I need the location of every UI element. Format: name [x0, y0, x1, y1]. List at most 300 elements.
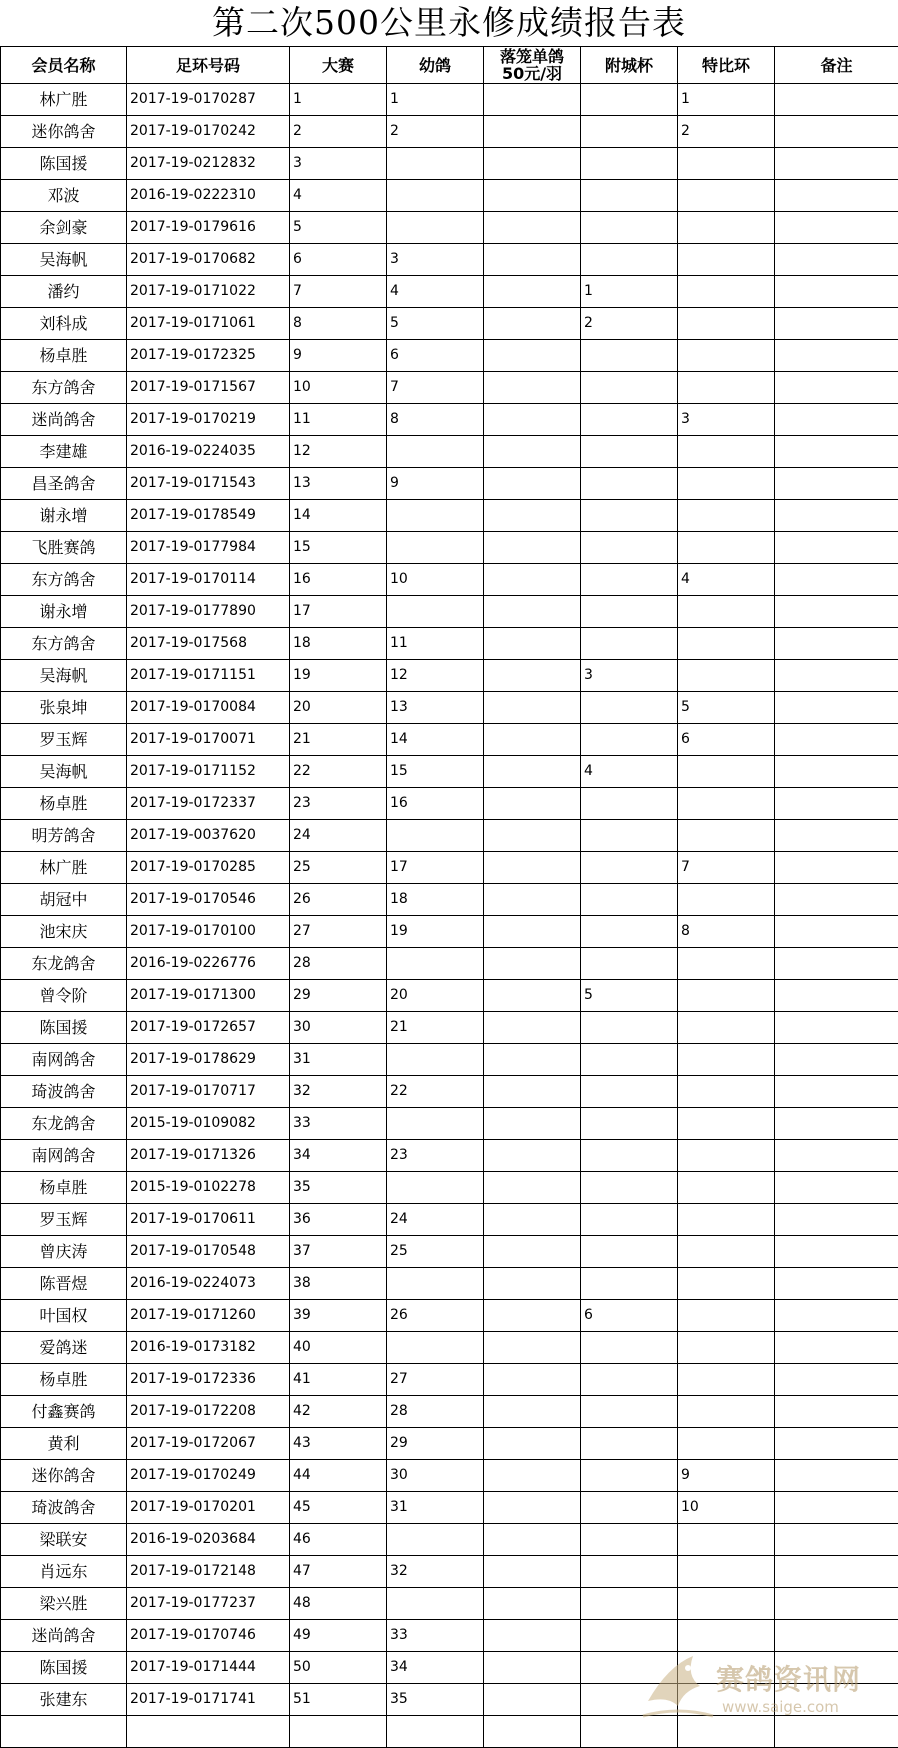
- fucheng-cup-rank-cell: [581, 1524, 678, 1556]
- fucheng-cup-rank-cell: [581, 1044, 678, 1076]
- fucheng-cup-rank-cell: [581, 1076, 678, 1108]
- single-bird-rank-cell: [484, 756, 581, 788]
- member-name-cell: 曾令阶: [1, 980, 127, 1012]
- main-race-rank-cell: 40: [290, 1332, 387, 1364]
- ring-number-cell: 2017-19-0171741: [127, 1684, 290, 1716]
- remarks-cell: [775, 1204, 898, 1236]
- special-ring-rank-cell: 3: [678, 404, 775, 436]
- main-race-rank-cell: 24: [290, 820, 387, 852]
- table-row: [1, 1524, 898, 1556]
- ring-number-cell: 2017-19-0212832: [127, 148, 290, 180]
- special-ring-rank-cell: [678, 884, 775, 916]
- remarks-cell: [775, 340, 898, 372]
- single-bird-rank-cell: [484, 1428, 581, 1460]
- table-row: [1, 1140, 898, 1172]
- special-ring-rank-cell: [678, 948, 775, 980]
- single-bird-rank-cell: [484, 660, 581, 692]
- main-race-rank-cell: 38: [290, 1268, 387, 1300]
- remarks-cell: [775, 852, 898, 884]
- watermark-url: www.saige.com: [722, 1698, 839, 1716]
- single-bird-rank-cell: [484, 788, 581, 820]
- table-row: [1, 1652, 898, 1684]
- fucheng-cup-rank-cell: 6: [581, 1300, 678, 1332]
- ring-number-cell: 2017-19-0172337: [127, 788, 290, 820]
- remarks-cell: [775, 1300, 898, 1332]
- table-row: [1, 244, 898, 276]
- main-race-rank-cell: 25: [290, 852, 387, 884]
- special-ring-rank-cell: 6: [678, 724, 775, 756]
- special-ring-rank-cell: 2: [678, 116, 775, 148]
- young-bird-rank-cell: [387, 1172, 484, 1204]
- fucheng-cup-header: 附城杯: [581, 47, 678, 84]
- watermark-text: 赛鸽资讯网: [716, 1658, 861, 1698]
- single-bird-rank-cell: [484, 532, 581, 564]
- special-ring-rank-cell: [678, 1716, 775, 1748]
- member-name-cell: 梁兴胜: [1, 1588, 127, 1620]
- single-bird-rank-cell: [484, 1716, 581, 1748]
- single-bird-rank-cell: [484, 980, 581, 1012]
- member-name-cell: 陈国援: [1, 148, 127, 180]
- fucheng-cup-rank-cell: [581, 852, 678, 884]
- table-row: [1, 1012, 898, 1044]
- ring-number-cell: 2017-19-0170717: [127, 1076, 290, 1108]
- table-row: [1, 692, 898, 724]
- ring-number-cell: 2017-19-0171152: [127, 756, 290, 788]
- main-race-rank-cell: 1: [290, 84, 387, 116]
- young-bird-rank-cell: 13: [387, 692, 484, 724]
- special-ring-rank-cell: [678, 1140, 775, 1172]
- fucheng-cup-rank-cell: [581, 820, 678, 852]
- young-bird-rank-cell: 1: [387, 84, 484, 116]
- fucheng-cup-rank-cell: [581, 564, 678, 596]
- single-bird-rank-cell: [484, 180, 581, 212]
- ring-number-cell: 2015-19-0109082: [127, 1108, 290, 1140]
- young-bird-rank-cell: 34: [387, 1652, 484, 1684]
- member-name-cell: 东龙鸽舍: [1, 1108, 127, 1140]
- young-bird-rank-cell: [387, 1588, 484, 1620]
- main-race-rank-cell: 9: [290, 340, 387, 372]
- member-name-cell: 谢永增: [1, 500, 127, 532]
- main-race-rank-cell: 39: [290, 1300, 387, 1332]
- remarks-cell: [775, 1460, 898, 1492]
- table-row: [1, 148, 898, 180]
- member-name-cell: 叶国权: [1, 1300, 127, 1332]
- member-name-cell: 吴海帆: [1, 244, 127, 276]
- young-bird-rank-cell: 7: [387, 372, 484, 404]
- fucheng-cup-rank-cell: [581, 1428, 678, 1460]
- remarks-cell: [775, 1428, 898, 1460]
- single-bird-rank-cell: [484, 1524, 581, 1556]
- single-bird-rank-cell: [484, 500, 581, 532]
- young-bird-rank-cell: 22: [387, 1076, 484, 1108]
- special-ring-rank-cell: [678, 788, 775, 820]
- table-row: [1, 916, 898, 948]
- special-ring-rank-cell: [678, 1012, 775, 1044]
- young-bird-rank-cell: 12: [387, 660, 484, 692]
- table-row: [1, 180, 898, 212]
- young-bird-rank-cell: 4: [387, 276, 484, 308]
- main-race-rank-cell: 42: [290, 1396, 387, 1428]
- single-bird-rank-cell: [484, 436, 581, 468]
- young-bird-rank-cell: 16: [387, 788, 484, 820]
- fucheng-cup-rank-cell: [581, 692, 678, 724]
- table-row: [1, 852, 898, 884]
- remarks-cell: [775, 1140, 898, 1172]
- young-bird-rank-cell: [387, 436, 484, 468]
- main-race-rank-cell: 35: [290, 1172, 387, 1204]
- special-ring-rank-cell: [678, 980, 775, 1012]
- young-bird-rank-cell: 11: [387, 628, 484, 660]
- single-bird-rank-cell: [484, 116, 581, 148]
- remarks-cell: [775, 1524, 898, 1556]
- remarks-cell: [775, 1364, 898, 1396]
- table-row: [1, 596, 898, 628]
- fucheng-cup-rank-cell: [581, 724, 678, 756]
- single-bird-rank-cell: [484, 1492, 581, 1524]
- table-row: [1, 116, 898, 148]
- ring-number-cell: 2017-19-0178549: [127, 500, 290, 532]
- main-race-rank-cell: 31: [290, 1044, 387, 1076]
- main-race-rank-cell: 44: [290, 1460, 387, 1492]
- special-ring-rank-cell: 1: [678, 84, 775, 116]
- ring-number-cell: 2017-19-0170548: [127, 1236, 290, 1268]
- young-bird-rank-cell: 23: [387, 1140, 484, 1172]
- fucheng-cup-rank-cell: [581, 948, 678, 980]
- single-bird-rank-cell: [484, 244, 581, 276]
- member-name-cell: 池宋庆: [1, 916, 127, 948]
- ring-number-cell: [127, 1716, 290, 1748]
- member-name-cell: 邓波: [1, 180, 127, 212]
- remarks-cell: [775, 692, 898, 724]
- member-name-cell: 东方鸽舍: [1, 564, 127, 596]
- fucheng-cup-rank-cell: 4: [581, 756, 678, 788]
- special-ring-rank-cell: [678, 244, 775, 276]
- remarks-cell: [775, 1108, 898, 1140]
- main-race-rank-cell: 11: [290, 404, 387, 436]
- table-row: [1, 980, 898, 1012]
- table-row: [1, 788, 898, 820]
- single-bird-rank-cell: [484, 84, 581, 116]
- member-name-cell: 谢永增: [1, 596, 127, 628]
- single-bird-rank-cell: [484, 1460, 581, 1492]
- header-row: [1, 47, 898, 84]
- single-bird-rank-cell: [484, 916, 581, 948]
- young-bird-rank-cell: 27: [387, 1364, 484, 1396]
- table-row: [1, 1684, 898, 1716]
- single-bird-rank-cell: [484, 308, 581, 340]
- single-bird-rank-cell: [484, 1012, 581, 1044]
- table-row: [1, 84, 898, 116]
- ring-number-cell: 2017-19-0170242: [127, 116, 290, 148]
- member-name-cell: 黄利: [1, 1428, 127, 1460]
- ring-number-cell: 2017-19-0171151: [127, 660, 290, 692]
- single-bird-rank-cell: [484, 724, 581, 756]
- single-bird-rank-cell: [484, 212, 581, 244]
- ring-number-cell: 2017-19-0171326: [127, 1140, 290, 1172]
- table-row: [1, 1588, 898, 1620]
- member-name-cell: 迷你鸽舍: [1, 1460, 127, 1492]
- member-name-cell: 曾庆涛: [1, 1236, 127, 1268]
- member-name-cell: 吴海帆: [1, 660, 127, 692]
- ring-number-cell: 2017-19-0170114: [127, 564, 290, 596]
- main-race-rank-cell: 36: [290, 1204, 387, 1236]
- young-bird-rank-cell: 8: [387, 404, 484, 436]
- special-ring-rank-cell: [678, 276, 775, 308]
- fucheng-cup-rank-cell: [581, 1268, 678, 1300]
- main-race-rank-cell: 10: [290, 372, 387, 404]
- fucheng-cup-rank-cell: [581, 244, 678, 276]
- special-ring-rank-cell: [678, 148, 775, 180]
- table-row: [1, 1044, 898, 1076]
- remarks-cell: [775, 1012, 898, 1044]
- remarks-cell: [775, 1332, 898, 1364]
- special-ring-rank-cell: [678, 1108, 775, 1140]
- table-row: [1, 564, 898, 596]
- fucheng-cup-rank-cell: [581, 1396, 678, 1428]
- special-ring-rank-cell: [678, 1396, 775, 1428]
- remarks-cell: [775, 1652, 898, 1684]
- remarks-cell: [775, 628, 898, 660]
- table-row: [1, 436, 898, 468]
- ring-number-cell: 2017-19-0170611: [127, 1204, 290, 1236]
- table-row: [1, 1076, 898, 1108]
- ring-number-header: 足环号码: [127, 47, 290, 84]
- special-ring-rank-cell: [678, 308, 775, 340]
- ring-number-cell: 2017-19-0172208: [127, 1396, 290, 1428]
- young-bird-rank-cell: 15: [387, 756, 484, 788]
- member-name-cell: 杨卓胜: [1, 1364, 127, 1396]
- main-race-rank-cell: [290, 1716, 387, 1748]
- table-row: [1, 1620, 898, 1652]
- single-bird-rank-cell: [484, 404, 581, 436]
- ring-number-cell: 2017-19-0171022: [127, 276, 290, 308]
- main-race-rank-cell: 48: [290, 1588, 387, 1620]
- member-name-cell: 迷尚鸽舍: [1, 1620, 127, 1652]
- main-race-rank-cell: 45: [290, 1492, 387, 1524]
- single-bird-rank-cell: [484, 1396, 581, 1428]
- ring-number-cell: 2017-19-0171543: [127, 468, 290, 500]
- fucheng-cup-rank-cell: [581, 148, 678, 180]
- main-race-rank-cell: 26: [290, 884, 387, 916]
- remarks-cell: [775, 1172, 898, 1204]
- ring-number-cell: 2017-19-0179616: [127, 212, 290, 244]
- fucheng-cup-rank-cell: [581, 500, 678, 532]
- special-ring-rank-cell: [678, 1204, 775, 1236]
- table-row: [1, 1172, 898, 1204]
- member-name-cell: 梁联安: [1, 1524, 127, 1556]
- member-name-cell: 迷尚鸽舍: [1, 404, 127, 436]
- remarks-cell: [775, 308, 898, 340]
- remarks-cell: [775, 436, 898, 468]
- remarks-cell: [775, 84, 898, 116]
- member-name-cell: 昌圣鸽舍: [1, 468, 127, 500]
- special-ring-rank-cell: [678, 596, 775, 628]
- table-row: [1, 1332, 898, 1364]
- young-bird-rank-cell: 35: [387, 1684, 484, 1716]
- table-row: [1, 308, 898, 340]
- young-bird-rank-cell: 19: [387, 916, 484, 948]
- table-row: [1, 1236, 898, 1268]
- remarks-cell: [775, 1236, 898, 1268]
- table-row: [1, 1300, 898, 1332]
- special-ring-rank-cell: [678, 756, 775, 788]
- ring-number-cell: 2017-19-0171567: [127, 372, 290, 404]
- main-race-rank-cell: 23: [290, 788, 387, 820]
- table-row: [1, 884, 898, 916]
- ring-number-cell: 2017-19-0037620: [127, 820, 290, 852]
- member-name-cell: 吴海帆: [1, 756, 127, 788]
- special-ring-rank-cell: [678, 340, 775, 372]
- single-bird-rank-cell: [484, 148, 581, 180]
- fucheng-cup-rank-cell: [581, 1204, 678, 1236]
- fucheng-cup-rank-cell: [581, 468, 678, 500]
- main-race-rank-cell: 18: [290, 628, 387, 660]
- single-bird-rank-cell: [484, 852, 581, 884]
- member-name-cell: 陈晋煜: [1, 1268, 127, 1300]
- fucheng-cup-rank-cell: [581, 1588, 678, 1620]
- single-bird-rank-cell: [484, 1140, 581, 1172]
- member-name-cell: 明芳鸽舍: [1, 820, 127, 852]
- single-bird-rank-cell: [484, 1108, 581, 1140]
- fucheng-cup-rank-cell: [581, 1012, 678, 1044]
- remarks-cell: [775, 276, 898, 308]
- young-bird-rank-cell: 10: [387, 564, 484, 596]
- ring-number-cell: 2017-19-0170084: [127, 692, 290, 724]
- member-name-cell: 潘约: [1, 276, 127, 308]
- fucheng-cup-rank-cell: [581, 1652, 678, 1684]
- fucheng-cup-rank-cell: [581, 1460, 678, 1492]
- fucheng-cup-rank-cell: [581, 404, 678, 436]
- table-row: [1, 660, 898, 692]
- main-race-header: 大赛: [290, 47, 387, 84]
- fucheng-cup-rank-cell: [581, 1684, 678, 1716]
- remarks-cell: [775, 468, 898, 500]
- member-name-cell: 南网鸽舍: [1, 1044, 127, 1076]
- special-ring-rank-cell: [678, 1268, 775, 1300]
- ring-number-cell: 2017-19-0171444: [127, 1652, 290, 1684]
- single-bird-rank-cell: [484, 1204, 581, 1236]
- fucheng-cup-rank-cell: 5: [581, 980, 678, 1012]
- ring-number-cell: 2017-19-0170249: [127, 1460, 290, 1492]
- special-ring-rank-cell: [678, 180, 775, 212]
- fucheng-cup-rank-cell: [581, 1620, 678, 1652]
- main-race-rank-cell: 51: [290, 1684, 387, 1716]
- ring-number-cell: 2017-19-0170546: [127, 884, 290, 916]
- young-bird-rank-cell: 28: [387, 1396, 484, 1428]
- fucheng-cup-rank-cell: [581, 84, 678, 116]
- young-bird-rank-cell: 26: [387, 1300, 484, 1332]
- remarks-cell: [775, 884, 898, 916]
- single-bird-rank-cell: [484, 1268, 581, 1300]
- fucheng-cup-rank-cell: [581, 180, 678, 212]
- special-ring-rank-cell: [678, 532, 775, 564]
- report-title: 第二次500公里永修成绩报告表: [0, 0, 898, 46]
- table-row: [1, 1492, 898, 1524]
- remarks-cell: [775, 756, 898, 788]
- young-bird-rank-cell: 14: [387, 724, 484, 756]
- young-bird-rank-cell: 2: [387, 116, 484, 148]
- member-name-cell: 林广胜: [1, 84, 127, 116]
- member-name-cell: 陈国援: [1, 1652, 127, 1684]
- special-ring-rank-cell: [678, 1044, 775, 1076]
- member-name-cell: 东方鸽舍: [1, 372, 127, 404]
- young-bird-rank-cell: 24: [387, 1204, 484, 1236]
- young-bird-rank-cell: [387, 1268, 484, 1300]
- young-bird-header: 幼鸽: [387, 47, 484, 84]
- remarks-cell: [775, 1556, 898, 1588]
- table-row: [1, 756, 898, 788]
- member-name-cell: 东方鸽舍: [1, 628, 127, 660]
- special-ring-rank-cell: [678, 468, 775, 500]
- single-bird-rank-cell: [484, 884, 581, 916]
- member-name-cell: 刘科成: [1, 308, 127, 340]
- remarks-cell: [775, 244, 898, 276]
- remarks-cell: [775, 532, 898, 564]
- special-ring-rank-cell: [678, 1524, 775, 1556]
- main-race-rank-cell: 8: [290, 308, 387, 340]
- fucheng-cup-rank-cell: [581, 596, 678, 628]
- young-bird-rank-cell: 33: [387, 1620, 484, 1652]
- fucheng-cup-rank-cell: [581, 884, 678, 916]
- remarks-cell: [775, 948, 898, 980]
- member-name-cell: 杨卓胜: [1, 340, 127, 372]
- ring-number-cell: 2017-19-0177890: [127, 596, 290, 628]
- single-bird-rank-cell: [484, 1556, 581, 1588]
- member-name-cell: 迷你鸽舍: [1, 116, 127, 148]
- young-bird-rank-cell: [387, 180, 484, 212]
- special-ring-rank-cell: [678, 1076, 775, 1108]
- remarks-cell: [775, 1684, 898, 1716]
- fucheng-cup-rank-cell: [581, 1140, 678, 1172]
- ring-number-cell: 2017-19-0171061: [127, 308, 290, 340]
- main-race-rank-cell: 6: [290, 244, 387, 276]
- special-ring-rank-cell: [678, 500, 775, 532]
- single-bird-rank-cell: [484, 1364, 581, 1396]
- young-bird-rank-cell: [387, 1108, 484, 1140]
- ring-number-cell: 2017-19-0172148: [127, 1556, 290, 1588]
- main-race-rank-cell: 16: [290, 564, 387, 596]
- young-bird-rank-cell: 17: [387, 852, 484, 884]
- single-bird-rank-cell: [484, 1588, 581, 1620]
- member-name-cell: 罗玉辉: [1, 724, 127, 756]
- young-bird-rank-cell: [387, 532, 484, 564]
- young-bird-rank-cell: 18: [387, 884, 484, 916]
- special-ring-rank-cell: 8: [678, 916, 775, 948]
- fucheng-cup-rank-cell: [581, 1364, 678, 1396]
- fucheng-cup-rank-cell: [581, 1492, 678, 1524]
- young-bird-rank-cell: [387, 148, 484, 180]
- member-name-cell: 东龙鸽舍: [1, 948, 127, 980]
- ring-number-cell: 2017-19-0170287: [127, 84, 290, 116]
- remarks-cell: [775, 564, 898, 596]
- remarks-header: 备注: [775, 47, 898, 84]
- young-bird-rank-cell: [387, 596, 484, 628]
- table-row: [1, 1204, 898, 1236]
- member-name-cell: 琦波鸽舍: [1, 1076, 127, 1108]
- special-ring-rank-cell: 5: [678, 692, 775, 724]
- main-race-rank-cell: 43: [290, 1428, 387, 1460]
- main-race-rank-cell: 13: [290, 468, 387, 500]
- ring-number-cell: 2016-19-0222310: [127, 180, 290, 212]
- single-bird-rank-cell: [484, 1620, 581, 1652]
- special-ring-rank-cell: [678, 660, 775, 692]
- remarks-cell: [775, 980, 898, 1012]
- member-name-cell: 张建东: [1, 1684, 127, 1716]
- special-ring-rank-cell: [678, 1428, 775, 1460]
- ring-number-cell: 2017-19-0172657: [127, 1012, 290, 1044]
- table-row: [1, 1428, 898, 1460]
- member-name-cell: 爱鸽迷: [1, 1332, 127, 1364]
